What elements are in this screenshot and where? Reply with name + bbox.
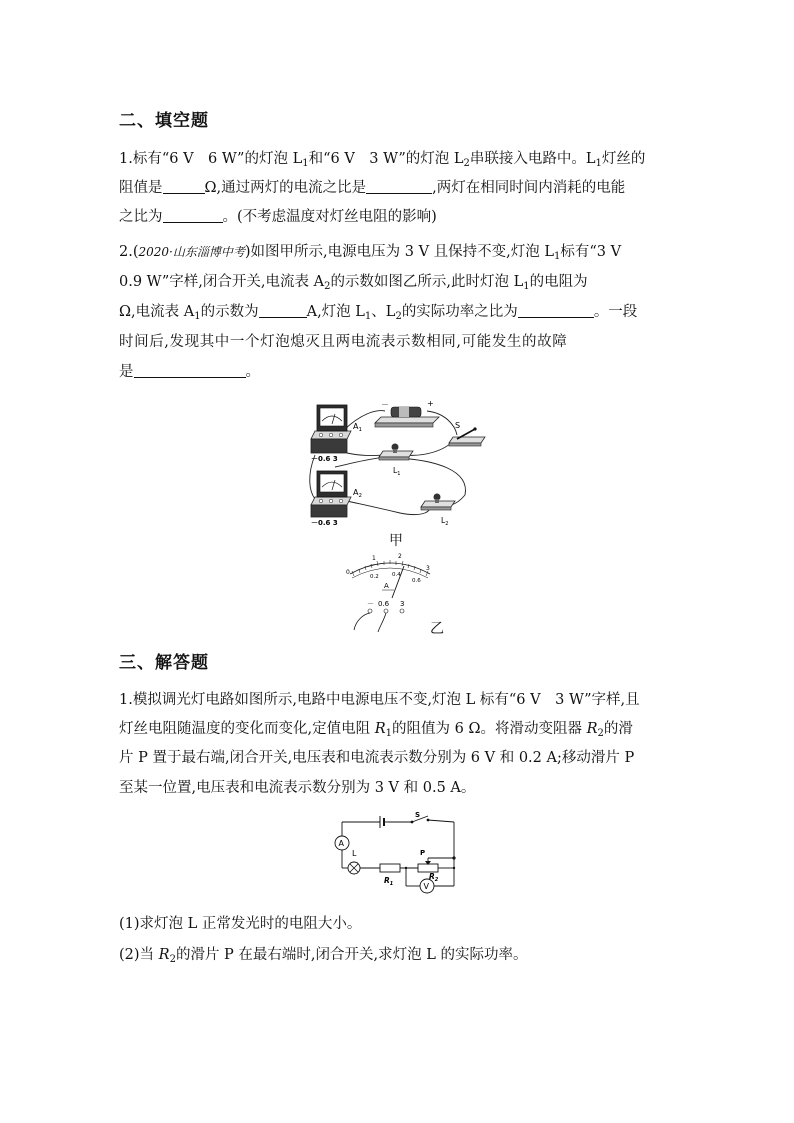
dial-terminal-label: 0.6 xyxy=(378,600,390,608)
s3-sub-question-2: (2)当 $R_2$的滑片 P 在最右端时,闭合开关,求灯泡 L 的实际功率。 xyxy=(119,947,528,965)
figure-label-yi: 乙 xyxy=(430,621,444,637)
wire xyxy=(397,458,465,495)
dial-terminal-label: 3 xyxy=(400,600,405,608)
ammeter-a2 xyxy=(311,471,351,517)
q1-line-3: 之比为 。(不考虑温度对灯丝电阻的影响) xyxy=(119,209,437,225)
voltmeter-letter: V xyxy=(423,882,429,891)
lamp-l1 xyxy=(379,444,413,461)
q1-line-2: 阻值是 Ω,通过两灯的电流之比是 ,两灯在相同时间内消耗的电能 xyxy=(119,180,626,196)
battery-minus: － xyxy=(381,400,389,409)
answer-blank[interactable] xyxy=(518,303,594,318)
wire xyxy=(347,501,430,515)
s3-q1-line-4: 至某一位置,电压表和电流表示数分别为 3 V 和 0.5 A。 xyxy=(119,780,476,796)
ammeter-a2-label: $A_2$ xyxy=(353,488,362,499)
circuit-schematic xyxy=(328,810,463,898)
switch-s xyxy=(449,427,485,446)
ammeter-letter: A xyxy=(338,839,344,848)
q2-line-5: 是 。 xyxy=(119,364,260,380)
dial-tick-label: 2 xyxy=(398,553,402,560)
lamp-l2-label: $L_2$ xyxy=(441,516,449,527)
figure-label-jia: 甲 xyxy=(389,533,403,549)
lamp-l1-label: $L_1$ xyxy=(393,466,401,477)
s3-q1-line-3: 片 P 置于最右端,闭合开关,电压表和电流表示数分别为 6 V 和 0.2 A;移动滑片 P xyxy=(119,750,635,766)
q2-line-4: 时间后,发现其中一个灯泡熄灭且两电流表示数相同,可能发生的故障 xyxy=(119,334,568,350)
r1-resistor xyxy=(380,864,400,872)
switch-label: S xyxy=(415,811,421,819)
terminal-labels-a1: －0.6 3 xyxy=(311,455,338,463)
q2-line-2: 0.9 W”字样,闭合开关,电流表 $A_2$的示数如图乙所示,此时灯泡 $L_1$的电阻为 xyxy=(119,274,588,292)
answer-blank[interactable] xyxy=(163,179,205,194)
answer-blank[interactable] xyxy=(163,208,223,223)
r2-rheostat xyxy=(418,864,438,872)
slider-label: P xyxy=(420,849,426,857)
dial-tick-label: 0.2 xyxy=(370,574,379,580)
q1-line-1: 1.标有“6 V 6 W”的灯泡 $L_1$和“6 V 3 W”的灯泡 $L_2$串联接入电路中。$L_1$灯丝的 xyxy=(119,151,646,169)
battery-plus: + xyxy=(427,399,434,408)
r1-label: $R_1$ xyxy=(384,876,394,887)
question-source: 2020·山东淄博中考 xyxy=(138,245,245,259)
terminal-labels-a2: －0.6 3 xyxy=(311,519,338,527)
lamp-label: L xyxy=(352,849,357,858)
dial-tick-label: 0 xyxy=(346,569,350,576)
ammeter-a1 xyxy=(311,405,351,453)
circuit-figure-jia xyxy=(305,395,490,530)
answer-blank[interactable] xyxy=(366,179,432,194)
dial-tick-label: 1 xyxy=(372,555,376,562)
wire xyxy=(405,441,453,455)
dial-tick-label: 3 xyxy=(426,565,430,572)
ammeter-dial-yi xyxy=(340,548,440,638)
dial-tick-label: 0.6 xyxy=(412,578,421,584)
dial-unit: A xyxy=(384,582,389,590)
q2-line-3: Ω,电流表 $A_1$的示数为 A,灯泡 $L_1$、$L_2$的实际功率之比为 。一段 xyxy=(119,304,638,322)
section-2-heading: 二、填空题 xyxy=(119,111,209,131)
ammeter-a1-label: $A_1$ xyxy=(353,422,362,433)
answer-blank[interactable] xyxy=(259,303,307,318)
s3-sub-question-1: (1)求灯泡 L 正常发光时的电阻大小。 xyxy=(119,916,362,932)
r2-label: $R_2$ xyxy=(429,872,439,883)
s3-q1-line-2: 灯丝电阻随温度的变化而变化,定值电阻 $R_1$的阻值为 6 Ω。将滑动变阻器 $R_2$的滑 xyxy=(119,721,633,739)
section-3-heading: 三、解答题 xyxy=(119,653,209,673)
dial-needle xyxy=(392,566,404,598)
q2-line-1: 2.(2020·山东淄博中考)如图甲所示,电源电压为 3 V 且保持不变,灯泡 $L_1$标有“3 V xyxy=(119,244,622,262)
battery xyxy=(375,407,439,427)
switch-label: S xyxy=(455,421,461,430)
answer-blank[interactable] xyxy=(134,363,246,378)
s3-q1-line-1: 1.模拟调光灯电路如图所示,电路中电源电压不变,灯泡 L 标有“6 V 3 W”字样,且 xyxy=(119,692,640,708)
dial-terminal-label: － xyxy=(367,600,374,608)
lamp-l2 xyxy=(421,494,455,511)
dial-tick-label: 0.4 xyxy=(392,572,401,578)
